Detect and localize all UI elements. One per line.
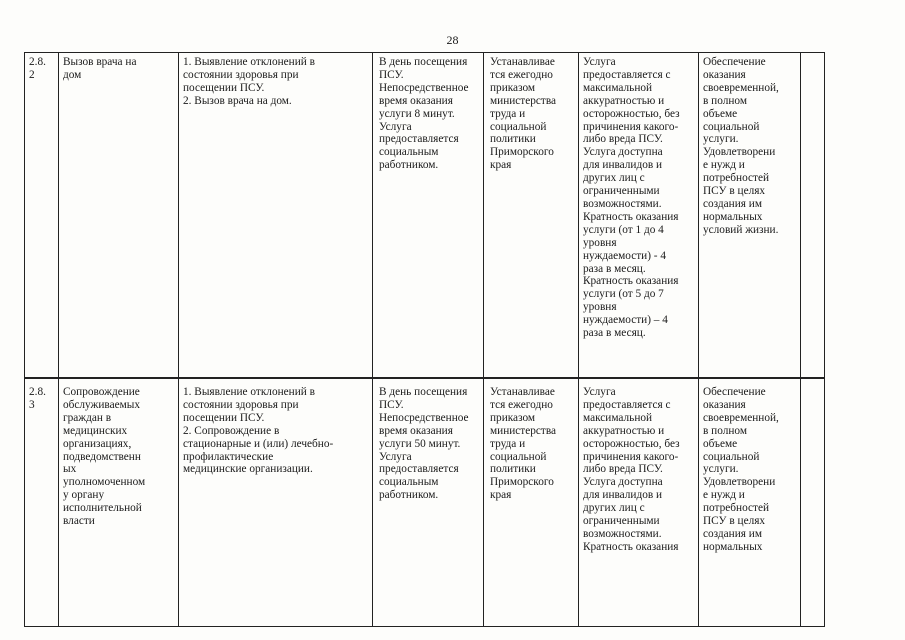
service-result: Обеспечение оказания своевременной, в полном объеме социальной услуги. Удовлетворени е нужд и потребностей ПСУ в целях создания им нормальных — [703, 386, 779, 553]
cell-service-cost — [483, 52, 579, 378]
service-number: 2.8. 2 — [29, 56, 46, 81]
service-name: Вызов врача на дом — [63, 56, 137, 81]
service-cost: Устанавливае тся ежегодно приказом министерства труда и социальной политики Приморского края — [490, 386, 557, 502]
cell-service-content — [178, 378, 373, 627]
cell-service-number — [24, 52, 59, 378]
cell-service-timing — [372, 52, 484, 378]
page-number: 28 — [446, 33, 459, 47]
service-content: 1. Выявление отклонений в состоянии здоровья при посещении ПСУ. 2. Сопровождение в стационарные и (или) лечебно- профилактические медицинские организации. — [183, 386, 334, 476]
service-timing: В день посещения ПСУ. Непосредственное время оказания услуги 50 минут. Услуга предоставляется социальным работником. — [379, 386, 469, 502]
cell-service-result — [698, 52, 801, 378]
cell-service-name — [58, 52, 179, 378]
cell-service-name — [58, 378, 179, 627]
cell-service-content — [178, 52, 373, 378]
service-result: Обеспечение оказания своевременной, в полном объеме социальной услуги. Удовлетворени е нужд и потребностей ПСУ в целях создания им нормальных условий жизни. — [703, 56, 779, 236]
cell-service-quality — [578, 52, 699, 378]
cell-service-result — [698, 378, 801, 627]
service-number: 2.8. 3 — [29, 386, 46, 411]
service-name: Сопровождение обслуживаемых граждан в медицинских организациях, подведомственн ых уполномоченном у органу исполнительной власти — [63, 386, 146, 528]
cell-empty — [800, 52, 825, 378]
cell-service-cost — [483, 378, 579, 627]
service-cost: Устанавливае тся ежегодно приказом министерства труда и социальной политики Приморского края — [490, 56, 557, 172]
cell-service-timing — [372, 378, 484, 627]
cell-service-quality — [578, 378, 699, 627]
table-row — [24, 52, 825, 378]
cell-service-number — [24, 378, 59, 627]
service-quality: Услуга предоставляется с максимальной аккуратностью и осторожностью, без причинения какого- либо вреда ПСУ. Услуга доступна для инвалидов и других лиц с ограниченными возможностями. Кратность оказания — [583, 386, 680, 553]
table-row — [24, 378, 825, 627]
service-content: 1. Выявление отклонений в состоянии здоровья при посещении ПСУ. 2. Вызов врача на дом. — [183, 56, 315, 107]
service-quality: Услуга предоставляется с максимальной аккуратностью и осторожностью, без причинения какого- либо вреда ПСУ. Услуга доступна для инвалидов и других лиц с ограниченными возможностями. Кратность оказания услуги (от 1 до 4 уровня нуждаемости) - 4 раза в месяц. Кратность оказания услуги (от 5 до 7 уровня нуждаемости) – 4 раза в месяц. — [583, 56, 680, 340]
service-timing: В день посещения ПСУ. Непосредственное время оказания услуги 8 минут. Услуга предоставляется социальным работником. — [379, 56, 469, 172]
cell-empty — [800, 378, 825, 627]
